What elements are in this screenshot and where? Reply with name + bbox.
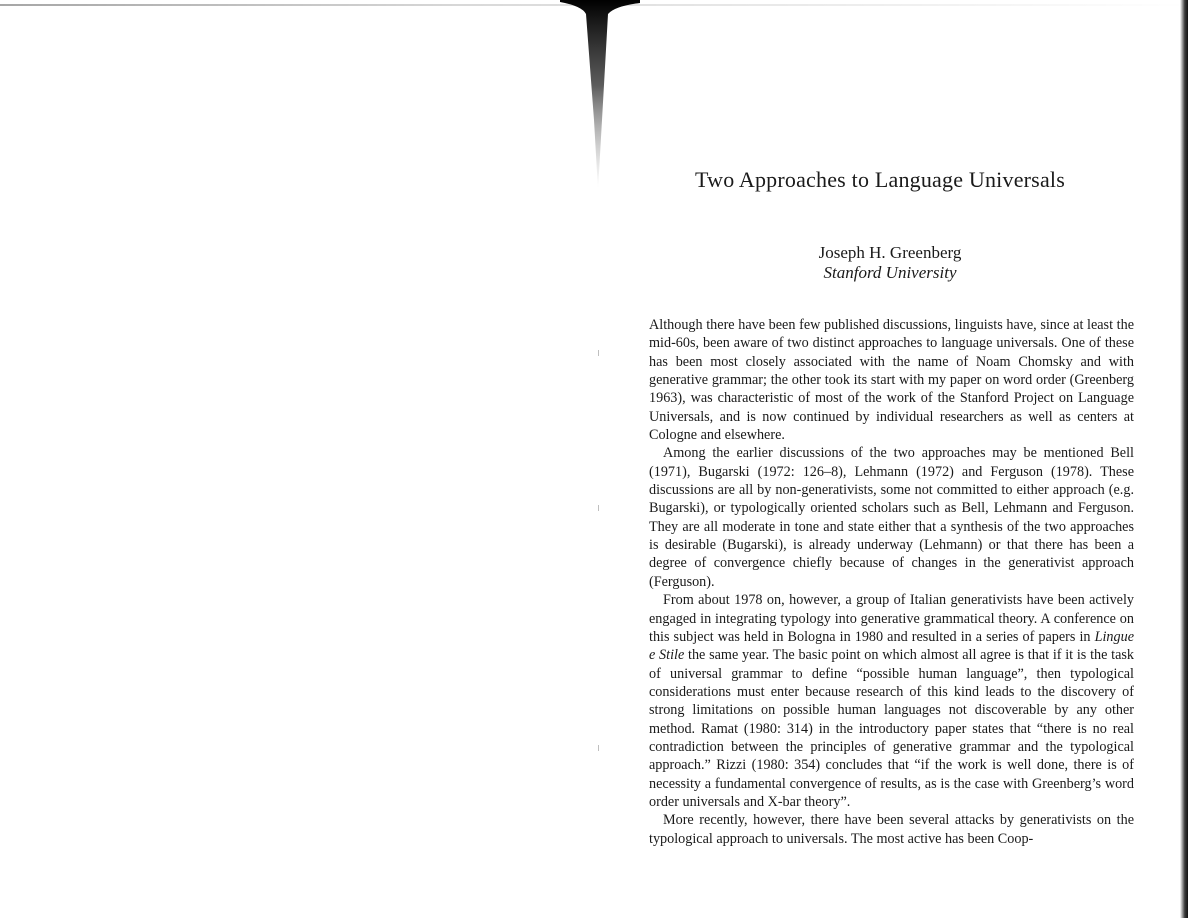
body-text bbox=[649, 316, 1134, 848]
paragraph-text: the same year. The basic point on which almost all agree is that if it is the task of universal grammar to define “possible human language”, then typological considerations must enter because research of this kind leads to the discovery of strong limitations on possible human languages not discoverable by any other method. Ramat (1980: 314) in the introductory paper states that “there is no real contradiction between the principles of generative grammar and the typological approach.” Rizzi (1980: 354) concludes that “if the work is well done, there is of necessity a fundamental convergence of results, as is the case with Greenberg’s word order universals and X-bar theory”. bbox=[649, 647, 1134, 810]
book-gutter-shadow bbox=[560, 0, 640, 200]
scan-right-edge bbox=[1180, 0, 1188, 918]
author-block bbox=[790, 243, 990, 283]
paragraph: More recently, however, there have been several attacks by generativists on the typological approach to universals. The most active has been Coop- bbox=[649, 812, 1134, 847]
paragraph: Among the earlier discussions of the two approaches may be mentioned Bell (1971), Bugarski (1972: 126–8), Lehmann (1972) and Ferguson (1978). These discussions are all by non-generativists, some not committed to either approach (e.g. Bugarski), or typologically oriented scholars such as Bell, Lehmann and Ferguson. They are all moderate in tone and state either that a synthesis of the two approaches is desirable (Bugarski), is already underway (Lehmann) or that there has been a degree of convergence chiefly because of changes in the generativist approach (Ferguson). bbox=[649, 445, 1134, 590]
paragraph: Although there have been few published discussions, linguists have, since at least the mid-60s, been aware of two distinct approaches to language universals. One of these has been most closely associated with the name of Noam Chomsky and with generative grammar; the other took its start with my paper on word order (Greenberg 1963), was characteristic of most of the work of the Stanford Project on Language Universals, and is now continued by individual researchers as well as centers at Cologne and elsewhere. bbox=[649, 317, 1134, 444]
margin-mark bbox=[598, 505, 599, 511]
author-name: Joseph H. Greenberg bbox=[818, 243, 962, 262]
paragraph-text: From about 1978 on, however, a group of Italian generativists have been actively engaged in integrating typology into generative grammatical theory. A conference on this subject was held in Bologna in 1980 and resulted in a series of papers in bbox=[649, 592, 1134, 645]
paper-title: Two Approaches to Language Universals bbox=[695, 167, 1065, 192]
journal-title: Lingue e Stile bbox=[649, 628, 1134, 664]
margin-mark bbox=[598, 745, 599, 751]
author-affiliation: Stanford University bbox=[823, 263, 957, 282]
margin-mark bbox=[598, 350, 599, 356]
paragraph bbox=[649, 591, 1134, 811]
